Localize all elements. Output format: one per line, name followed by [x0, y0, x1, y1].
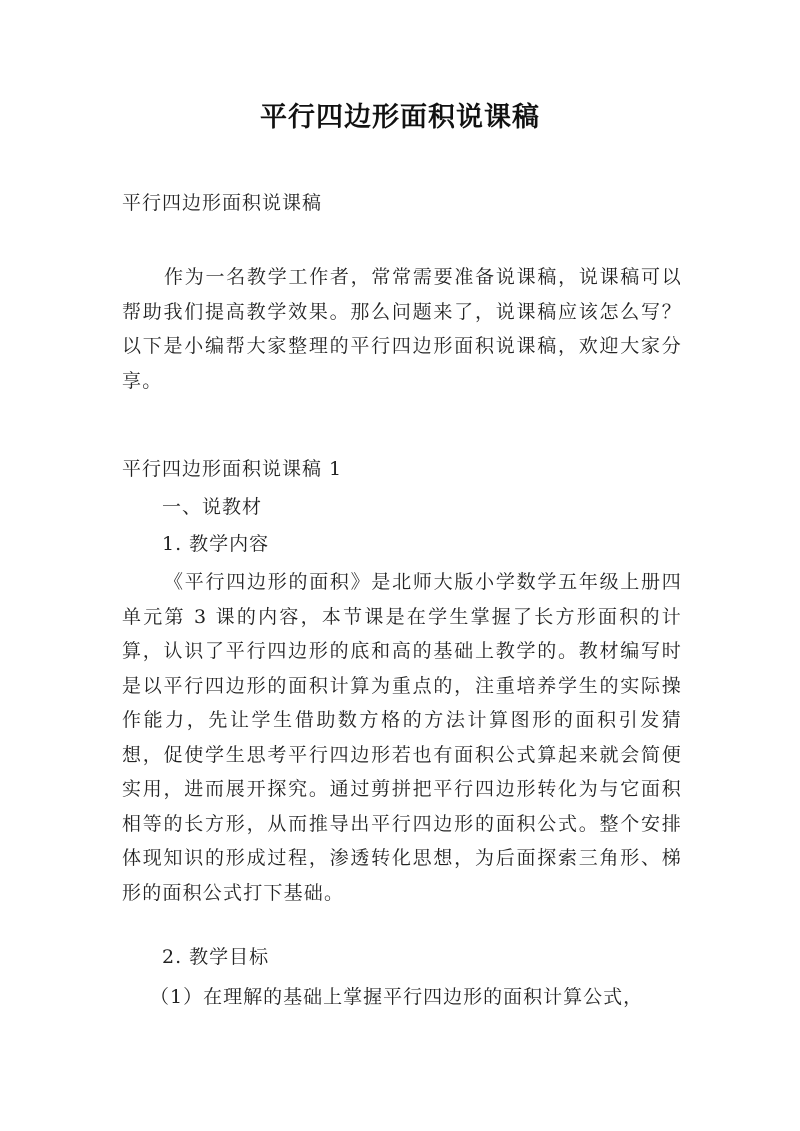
goal-item: （1）在理解的基础上掌握平行四边形的面积计算公式， — [150, 986, 644, 1008]
content-paragraph: 《平行四边形的面积》是北师大版小学数学五年级上册四单元第 3 课的内容，本节课是在学生掌握了长方形面积的计算，认识了平行四边形的底和高的基础上教学的。教材编写时是以平行四边形的面积计算为重点的，注重培养学生的实际操作能力，先让学生借助数方格的方法计算图形的面积引发猜想，促使学生思考平行四边形若也有面积公式算起来就会简便实用，进而展开探究。通过剪拼把平行四边形转化为与它面积相等的长方形，从而推导出平行四边形的面积公式。整个安排体现知识的形成过程，渗透转化思想，为后面探索三角形、梯形的面积公式打下基础。 — [122, 571, 682, 904]
document-subtitle: 平行四边形面积说课稿 — [122, 192, 323, 214]
intro-paragraph: 作为一名教学工作者，常常需要准备说课稿，说课稿可以帮助我们提高教学效果。那么问题来了，说课稿应该怎么写？以下是小编帮大家整理的平行四边形面积说课稿，欢迎大家分享。 — [122, 266, 682, 392]
item-heading-content: 1. 教学内容 — [162, 533, 270, 555]
item-heading-goals: 2. 教学目标 — [162, 946, 270, 968]
part-heading: 一、说教材 — [162, 496, 263, 518]
document-title: 平行四边形面积说课稿 — [260, 102, 540, 133]
section-title: 平行四边形面积说课稿 1 — [122, 458, 343, 480]
